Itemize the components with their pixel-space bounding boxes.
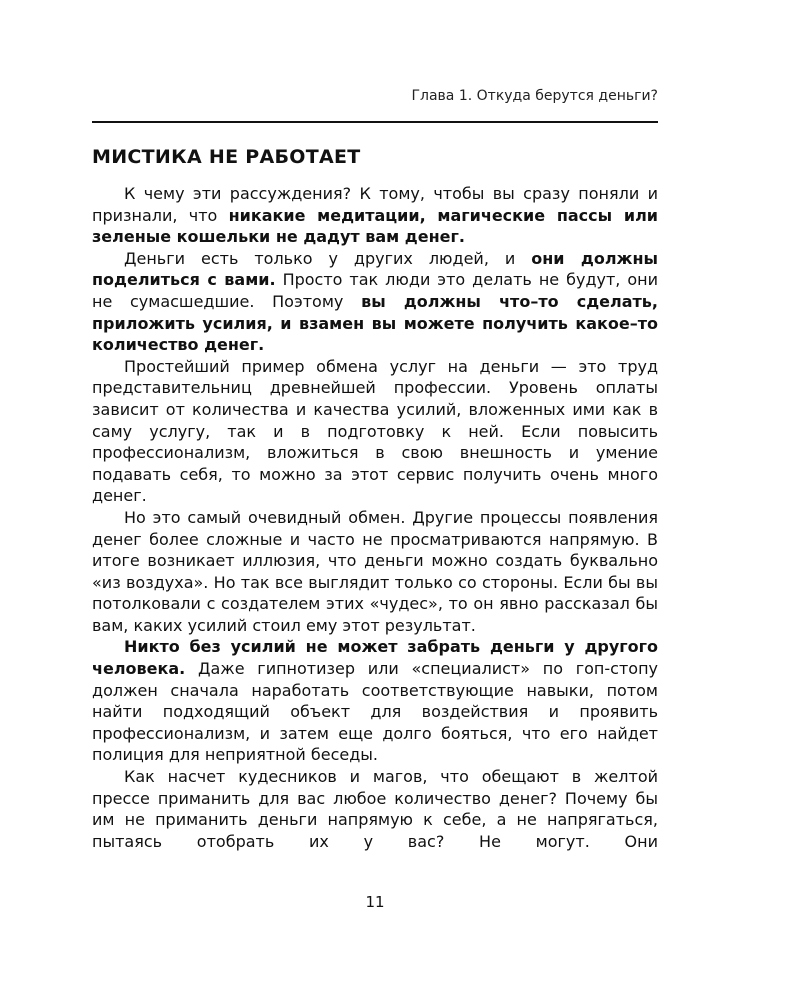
- body-paragraph: [92, 248, 658, 356]
- body-paragraph: [92, 636, 658, 766]
- text-run: Простейший пример обмена услуг на деньги — это труд представительниц древнейшей профессии. Уровень оплаты зависит от количества и качества усилий, вложенных ими как в саму услугу, так и в подготовку к ней. Если повысить профессионализм, вложиться в свою внешность и умение подавать себя, то можно за этот сервис получить очень много денег.: [92, 356, 658, 506]
- body-paragraph: [92, 356, 658, 507]
- running-header: Глава 1. Откуда берутся деньги?: [411, 88, 658, 104]
- body-text: [92, 183, 658, 852]
- body-paragraph: [92, 766, 658, 852]
- text-run: Даже гипнотизер или «специалист» по гоп-стопу должен сначала наработать соответствующие навыки, потом найти подходящий объект для воздействия и проявить профессионализм, и затем еще долго бояться, что его найдет полиция для неприятной беседы.: [92, 659, 658, 765]
- bold-text: вы должны что–то сделать, приложить усилия, и взамен вы можете получить какое–то количество денег.: [92, 291, 658, 355]
- body-paragraph: [92, 183, 658, 248]
- body-paragraph: [92, 507, 658, 637]
- text-run: Но это самый очевидный обмен. Другие процессы появления денег более сложные и часто не просматриваются напрямую. В итоге возникает иллюзия, что деньги можно создать буквально «из воздуха». Но так все выглядит только со стороны. Если бы вы потолковали с создателем этих «чудес», то он явно рассказал бы вам, каких усилий стоил ему этот результат.: [92, 507, 658, 635]
- text-run: Деньги есть только у других людей, и: [124, 248, 532, 268]
- text-run: Как насчет кудесников и магов, что обещают в желтой прессе приманить для вас любое количество денег? Почему бы им не приманить деньги напрямую к себе, а не напрягаться, пытаясь отобрать их у вас? Не могут. Они: [92, 767, 658, 851]
- text-run: Просто так люди это делать не будут, они не сумасшедшие. Поэтому: [92, 270, 659, 311]
- bold-text: они должны поделиться с вами.: [92, 248, 659, 290]
- bold-text: никакие медитации, магические пассы или зеленые кошельки не дадут вам денег.: [92, 205, 658, 247]
- header-rule: [92, 121, 658, 123]
- bold-text: Никто без усилий не может забрать деньги у другого человека.: [92, 637, 658, 679]
- page-number: 11: [365, 893, 385, 911]
- text-run: К чему эти рассуждения? К тому, чтобы вы сразу поняли и признали, что: [92, 184, 658, 225]
- section-title: МИСТИКА НЕ РАБОТАЕТ: [92, 146, 361, 168]
